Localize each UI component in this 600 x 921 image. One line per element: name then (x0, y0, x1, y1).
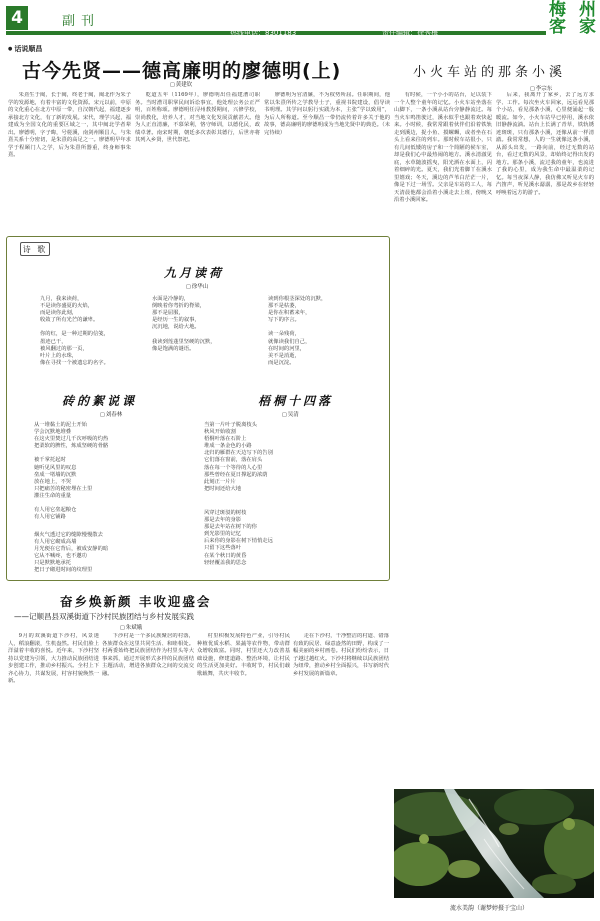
poem-line: 把时间还给大地 (204, 485, 242, 492)
poem-3-author: □ 吴清 (282, 410, 299, 418)
poem-line: 梧桐叶落在石阶上 (204, 436, 247, 443)
poem-2-title: 砖的絮说课 (62, 394, 138, 408)
poem-line: 只留下这些落叶 (204, 545, 242, 552)
section-name: 副刊 (62, 14, 101, 29)
poem-line: 风穿过斑驳的树枝 (204, 510, 247, 516)
poem-line: 像是饱满的谜语。 (152, 345, 195, 352)
poem-line: 那是去年的身影 (204, 517, 242, 524)
hotline-text: 热线电话：8301183 (230, 29, 297, 37)
poem-line: 九月，我来读荷， (40, 296, 83, 302)
main-article-title: 古今先贤——德高廉明的廖德明(上) (22, 60, 342, 82)
poem-line: 只把痛苦的秘密埋在土里 (34, 485, 93, 492)
poem-line: 我读到莲蓬里坚硬的沉默， (152, 338, 216, 345)
bottom-article-author: □ 朱斌娥 (120, 623, 142, 631)
poem-line: 她听见风里的叹息 (34, 464, 77, 471)
poem-line: 灌注生命的重量 (34, 492, 72, 499)
stream-photo-image (394, 789, 594, 898)
poem-2-lines-b (34, 532, 108, 575)
poem-line: 那些曾经在夏日撑起的浓荫 (204, 471, 268, 478)
poem-line: 在某个秋日的黄昏 (204, 552, 247, 559)
poem-line: 秋风开始收割 (204, 429, 236, 436)
poem-line: 只是默默地承托 (34, 560, 72, 567)
poem-1-title: 九月读荷 (164, 266, 225, 280)
bottom-article-column-2 (102, 633, 194, 915)
story-title: 小火车站的那条小溪 (413, 65, 567, 80)
poem-line: 被千掌托起时 (34, 457, 66, 464)
poem-line: 写下的序言。 (268, 317, 300, 324)
poem-line: 在时间的河里， (268, 345, 306, 352)
main-article-text-3: 廖德明为官清廉，不为权势所屈。任职期间，他常以朱熹所传之学教导士子，重视书院建设，倡导读书明理。其学问以躬行实践为本，主张“学以致用”，为后人所称道。至今顺昌一带仍流传着许多关于他的故事，德高廉明的廖德明成为当地先贤中的典范。（未完待续） (264, 92, 390, 136)
poem-1-lines-a (40, 296, 109, 367)
poem-line: 放在地上，不哭 (34, 478, 72, 485)
poem-line: 把日子砌进时间的纹理里 (34, 567, 93, 574)
poem-line: 那不是枯萎， (268, 303, 300, 310)
poem-line: 就像读我们自己， (268, 338, 311, 345)
poem-2-author: □ 刘春林 (100, 410, 122, 418)
poem-line: 是你在积蓄来年， (268, 310, 311, 317)
poem-line: 它们落在窗前，落在肩头 (204, 457, 263, 464)
poem-line: 不是读你盛夏的火焰， (40, 303, 93, 310)
poem-line: 此刻正一片片 (204, 478, 236, 485)
story-text-2: 后来，我离开了家乡，去了远方求学、工作。每次坐火车回家，远远看见那个小站，看见那条小溪，心里便涌起一股暖流。如今，小火车站早已停用，溪水依旧静静流淌。站台上长满了青草，铁轨锈迹斑斑，只有那条小溪，还像从前一样清澈。我常常想，人的一生就像这条小溪，从源头出发，一路向前，经过无数的站台，看过无数的风景，却始终记得出发的地方。那条小溪，流过我的童年，也流进了我的心里，成为我生命中最温柔的记忆。每当夜深人静，我仿佛又听见火车的汽笛声，听见溪水潺潺，那是故乡在轻轻呼唤着远方的游子。 (496, 92, 594, 196)
poem-1-lines-c (268, 296, 326, 367)
poem-line: 在这火里焚过几千次呼吸的灼热 (34, 436, 109, 443)
story-author: □ 李宗东 (530, 84, 552, 92)
poem-line: 有人用它砌成高墙 (34, 539, 77, 546)
poem-line: 有人用它铺路 (34, 514, 66, 521)
poem-line: 美不是消逝， (268, 352, 300, 359)
poem-1-lines-b (152, 296, 216, 353)
poem-line: 它从不喊疼，也不邀功 (34, 553, 87, 560)
poem-line: 落在每一个等待的人心里 (204, 464, 263, 471)
poem-line: 读到你根茎深处的沉默， (268, 296, 327, 302)
poem-line: 像在寻找一个被遗忘的名字。 (40, 359, 109, 366)
page-header (0, 0, 600, 40)
bottom-article-column-1 (8, 633, 99, 915)
story-column-1 (394, 92, 492, 787)
poem-line: 那是去年站在树下的你 (204, 524, 257, 531)
poem-line: 被风翻过的那一页， (40, 345, 88, 352)
stream-photo (394, 789, 594, 898)
page-number: 4 (6, 6, 28, 30)
bottom-article-subtitle: ——记顺昌县双溪街道下沙村民族团结与乡村发展实践 (14, 612, 194, 621)
poem-3-lines-b (204, 510, 273, 567)
poem-3-title: 梧桐十四落 (258, 394, 334, 408)
poem-line (152, 331, 216, 338)
column-label: ● 话说顺昌 (8, 44, 42, 54)
poem-line: 有人用它垒起粮仓 (34, 507, 77, 514)
main-article-column-1 (8, 92, 131, 232)
poem-line: 叶片上的水珠， (40, 352, 78, 359)
poem-line: 到光影里的记忆 (204, 531, 242, 538)
poem-line: 北归的雁群在天边写下的告别 (204, 450, 273, 457)
poem-2-lines-a (34, 422, 108, 521)
poetry-section-tag: 诗 歌 (20, 242, 50, 256)
main-article-column-2 (135, 92, 260, 232)
poem-line: 轻轻覆盖我的思念 (204, 559, 247, 566)
masthead-logo: 梅 州 客 家 (549, 0, 595, 37)
poem-line: 学会沉默地堆叠 (34, 429, 72, 436)
bottom-article-column-4 (293, 633, 389, 915)
poem-line: 从一堆黏土的泥土开始 (34, 422, 87, 428)
poem-line: 那不是屈服， (152, 310, 184, 317)
bottom-article-text-3: 村里积极发展特色产业，引导村民种植优质水稻、果蔬等农作物，带动群众增收致富。同时，村里还大力改善基础设施，修建道路、整治环境，让村民的生活更加美好。丰收时节，村民们载歌载舞，共庆丰收节。 (197, 633, 290, 677)
poem-line: 倒映着你弯折的脊梁， (152, 303, 205, 310)
poem-line: 垒成一堵墙的沉默 (34, 471, 77, 478)
poem-line: 当第一片叶子脱离枝头 (204, 422, 257, 428)
poem-line: 是经历一生的叙事， (152, 317, 200, 324)
poem-line: 你的红，是一种过期的信笺， (40, 331, 109, 338)
main-article-author: □ 黄建钦 (170, 80, 192, 88)
poem-line: 沉沉地，说给大地。 (152, 324, 200, 331)
main-article-text-2: 乾道五年（1169年），廖德明出任福建漕司职务。当时漕司职掌民间诉讼事宜，他处理公务公正严明，百姓称颂。廖德明任浔州教授期间，兴修学校，崇尚教化，培养人才，对当地文化发展贡献甚大。他为人正直清廉，不慕荣利，恪守师训，以德化民，政绩卓著。南宋时期，朝廷多次表彰其德行，后世亦将其列入乡贤，世代祭祀。 (135, 92, 260, 143)
bottom-article-text-1: 9月的双溪街道下沙村，风景迷人，稻浪翻滚，生机盎然。村民们脸上洋溢着丰收的喜悦。近年来，下沙村坚持以党建为引领，大力推动民族团结进步创建工作，推动乡村振兴。全村上下齐心协力，共谋发展，村容村貌焕然一新。 (8, 633, 99, 684)
bottom-article-text-4: 走在下沙村，干净整洁的村道、错落有致的民居、绿意盎然的田野，构成了一幅美丽的乡村画卷。村民们纷纷表示，日子越过越红火。下沙村将继续以民族团结为纽带，推动乡村全面振兴，书写新时代乡村发展的新篇章。 (293, 633, 389, 677)
story-text-1: 有时候，一个小小的站台，足以装下一个人整个童年的记忆。小火车站坐落在山脚下，一条小溪从站台旁静静流过。每当火车鸣笛驶过，溪水似乎也跟着欢快起来。小时候，我常常跟着伙伴们沿着铁轨走到溪边，捉小鱼、摸螺蛳，或者坐在石头上看来往的列车。那时候车站很小，只有几间低矮的房子和一个简陋的候车室，却是我们心中最热闹的地方。溪水清澈见底，水草随波摇曳，阳光洒在水面上，闪着细碎的光。夏天，我们光着脚丫在溪水里嬉戏；冬天，溪边的芦苇白茫茫一片，像是下过一场雪。父亲是车站的工人，每天清晨他都会沿着小溪走去上班，傍晚又沿着小溪回家。 (394, 92, 492, 203)
bottom-article-column-3 (197, 633, 290, 915)
poem-1-author: □ 徐华山 (186, 282, 208, 290)
bottom-article-text-2: 下沙村是一个多民族聚居的村落，各族群众在这里共同生活、和睦相处。村两委始终把民族团结作为村里头等大事来抓，通过开展形式多样的民族团结主题活动，增进各族群众之间的交流交融。 (102, 633, 194, 677)
poem-line: 读一朵残荷， (268, 331, 300, 338)
poem-3-lines-a (204, 422, 273, 493)
poem-line: 月光便在它背后，被成安静的暗 (34, 546, 109, 553)
main-article-column-3 (264, 92, 390, 232)
poem-line: 而是读你此刻， (40, 310, 78, 317)
poem-line: 堆成一条金色的小路 (204, 443, 252, 450)
story-column-2 (496, 92, 594, 787)
bottom-article-title: 奋乡焕新颜 丰收迎盛会 (60, 594, 212, 609)
poem-line: 烟火气透过它的缝隙慢慢散去 (34, 532, 103, 538)
poem-line: 而是沉淀。 (268, 359, 295, 366)
main-article-text-1: 朱熹生于闽，长于闽，终老于闽，闽北作为朱子学的发源地，有着丰富的文化资源。宋元以前，中原的文化重心在北方中原一带，自汉朝代起，福建逐步承接北方文化，有了新的发展。宋代，理学兴起，福建成为全国文化的重要区域之一，其中闽北学者辈出。廖德明，字子晦，号槎溪，南剑州顺昌人，与朱熹关系十分密切，是朱熹的高足之一。廖德明早年求学于程颐门人之学，后为朱熹所器重，终身师事朱熹。 (8, 92, 131, 158)
editor-text: 责任编辑：徐秀梅 (382, 29, 438, 37)
photo-caption: 流水美韵（谢梦婷摄于宝山） (450, 905, 529, 912)
poem-line: 后来你的身影在树下悄悄走远 (204, 538, 273, 545)
poem-line: 墨迹已干， (40, 338, 67, 345)
poem-line: 水面是冷静的， (152, 296, 190, 302)
poem-line: 把柔软的脾性，炼成坚硬的骨骼 (34, 443, 109, 450)
poem-line: 收敛了所有光芒的谦卑。 (40, 317, 99, 324)
